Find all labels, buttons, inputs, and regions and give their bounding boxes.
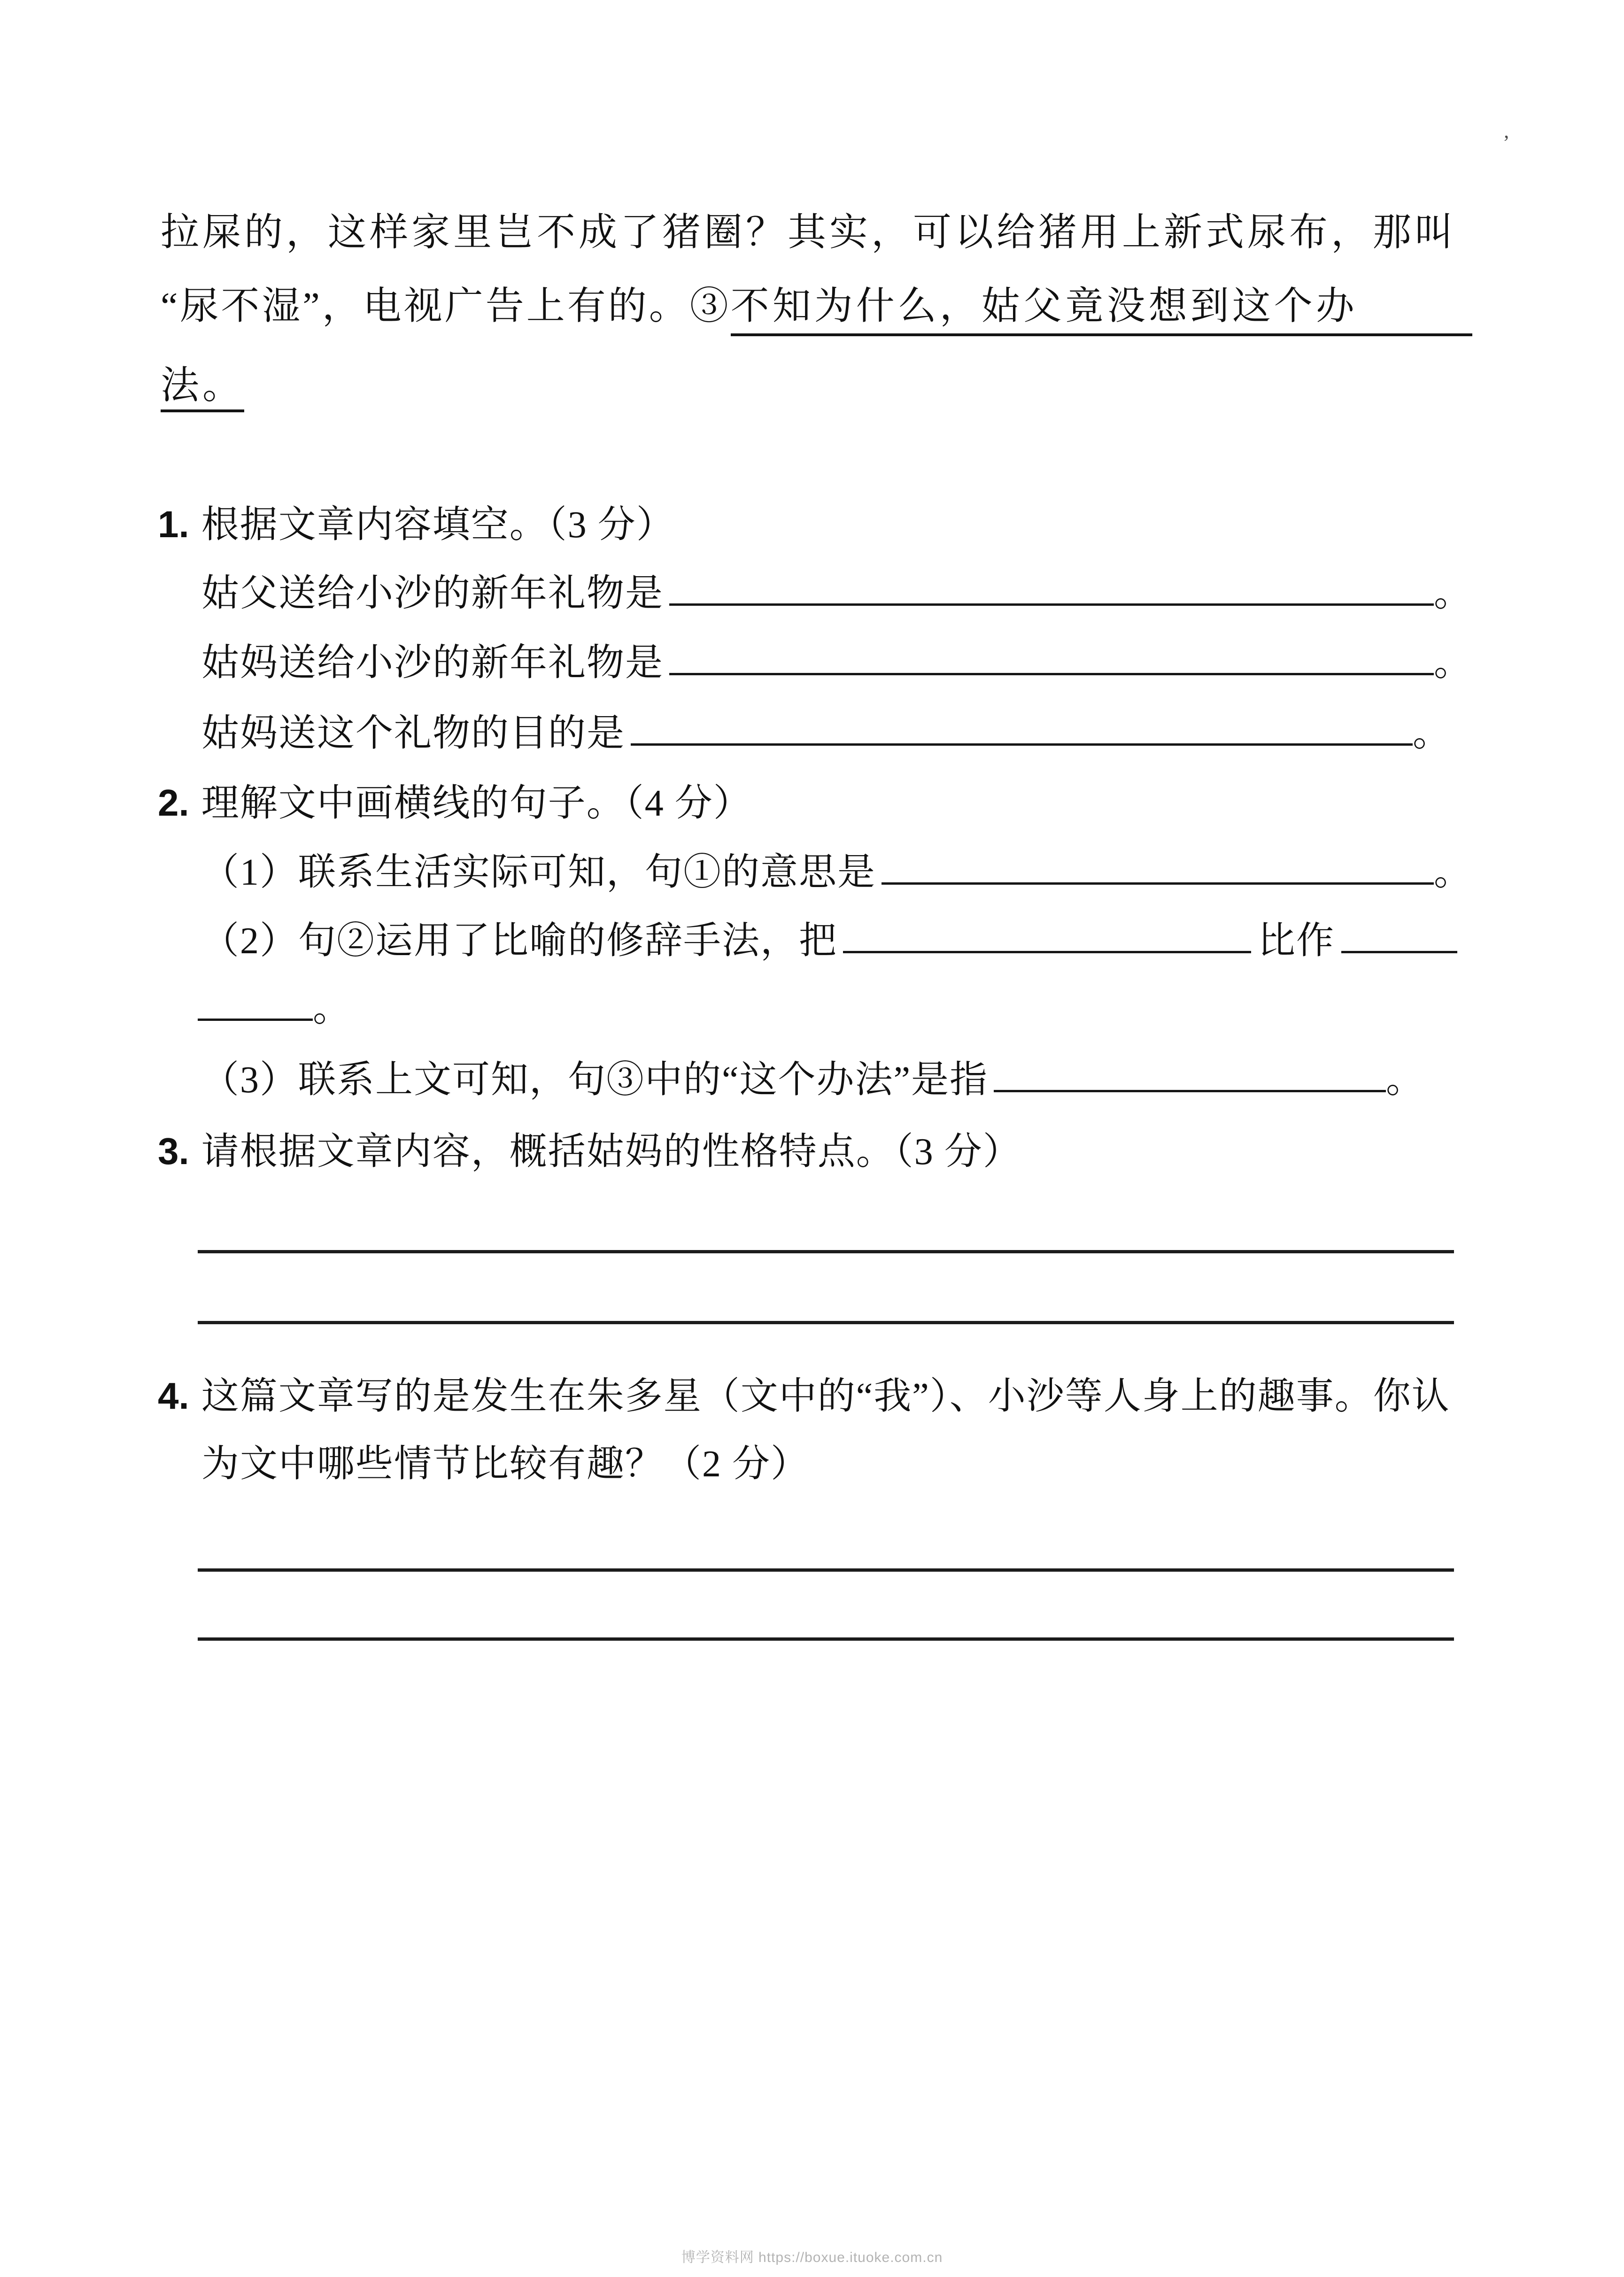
- answer-line: [198, 1536, 1454, 1572]
- question-2-item-2: [201, 917, 1457, 965]
- question-1-heading: [158, 500, 1472, 549]
- period: 。: [1434, 852, 1472, 893]
- item-label: （3）: [201, 1059, 298, 1101]
- question-1-item-3: [201, 709, 1451, 758]
- item-text-middle: 比作: [1258, 920, 1335, 962]
- answer-blank-line: [843, 946, 1251, 953]
- passage-text: 拉屎的，这样家里岂不成了猪圈？其实，可以给猪用上新式尿布，那叫: [161, 211, 1457, 254]
- item-text: 句②运用了比喻的修辞手法，把: [298, 920, 837, 962]
- scan-artifact-mark: ’: [1503, 131, 1510, 154]
- period: 。: [1386, 1059, 1424, 1101]
- item-label: （1）: [201, 852, 298, 893]
- passage-text: “尿不湿”，电视广告上有的。③: [161, 285, 731, 327]
- period: 。: [313, 988, 351, 1029]
- item-text: 姑妈送给小沙的新年礼物是: [201, 642, 664, 684]
- question-2-item-2-continuation: [198, 984, 1472, 1033]
- question-3-title: 请根据文章内容，概括姑妈的性格特点。（3 分）: [201, 1131, 1021, 1173]
- question-1-number: 1.: [158, 503, 189, 545]
- answer-blank-line: [669, 668, 1434, 675]
- question-1-title: 根据文章内容填空。（3 分）: [201, 504, 675, 546]
- question-3-number: 3.: [158, 1130, 189, 1172]
- answer-blank-line: [882, 878, 1434, 885]
- question-4-text: 这篇文章写的是发生在朱多星（文中的“我”）、小沙等人身上的趣事。你认: [201, 1376, 1450, 1417]
- answer-blank-line: [198, 1014, 313, 1021]
- question-3-heading: [158, 1127, 1472, 1176]
- period: 。: [1434, 573, 1472, 614]
- answer-blank-line: [631, 739, 1413, 746]
- answer-line: [198, 1288, 1454, 1324]
- item-text: 姑妈送这个礼物的目的是: [201, 713, 625, 754]
- question-2-heading: [158, 779, 1472, 827]
- question-1-item-1: [201, 569, 1472, 618]
- answer-line: [198, 1605, 1454, 1641]
- item-text: 姑父送给小沙的新年礼物是: [201, 573, 664, 614]
- item-text: 联系生活实际可知，句①的意思是: [298, 852, 876, 893]
- passage-underlined-sentence-3-end: 法。: [161, 364, 244, 412]
- question-2-number: 2.: [158, 782, 189, 824]
- question-2-item-1: [201, 848, 1472, 897]
- question-4-text: 为文中哪些情节比较有趣？（2 分）: [201, 1443, 809, 1485]
- item-label: （2）: [201, 920, 298, 962]
- passage-line-2: [161, 282, 1472, 331]
- answer-blank-line: [994, 1085, 1386, 1092]
- answer-blank-line: [1341, 946, 1457, 953]
- item-text: 联系上文可知，句③中的“这个办法”是指: [298, 1059, 989, 1101]
- passage-line-1: [161, 208, 1472, 257]
- question-4-heading-line-2: [201, 1440, 1472, 1489]
- passage-line-3: [161, 361, 1472, 410]
- question-2-title: 理解文中画横线的句子。（4 分）: [201, 783, 752, 824]
- watermark-footer: 博学资料网 https://boxue.ituoke.com.cn: [681, 2250, 943, 2265]
- question-1-item-2: [201, 639, 1472, 687]
- question-2-item-3: [201, 1056, 1424, 1104]
- answer-line: [198, 1217, 1454, 1253]
- period: 。: [1413, 713, 1451, 754]
- question-4-number: 4.: [158, 1375, 189, 1417]
- passage-underlined-sentence-3: 不知为什么，姑父竟没想到这个办: [731, 282, 1472, 336]
- answer-blank-line: [669, 599, 1434, 606]
- question-4-heading-line-1: [158, 1372, 1472, 1420]
- period: 。: [1434, 642, 1472, 684]
